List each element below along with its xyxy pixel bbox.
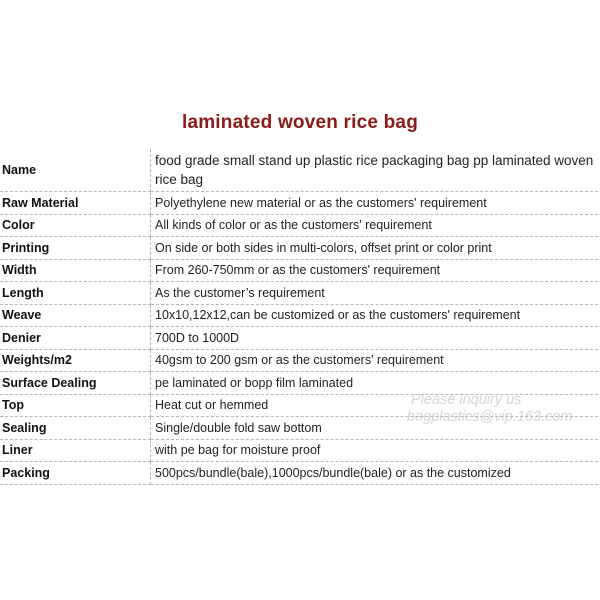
- row-label-top: Top: [0, 394, 151, 417]
- table-row: [0, 149, 598, 192]
- watermark-line-2: bagplastics@vip.163.com: [407, 409, 573, 425]
- row-value-width: From 260-750mm or as the customers' requirement: [151, 259, 599, 282]
- table-row: [0, 214, 598, 237]
- row-label-length: Length: [0, 282, 151, 305]
- table-row: [0, 372, 598, 395]
- table-row: [0, 259, 598, 282]
- row-label-printing: Printing: [0, 237, 151, 260]
- table-row: [0, 304, 598, 327]
- row-value-sealing: Single/double fold saw bottom: [151, 417, 599, 440]
- row-label-color: Color: [0, 214, 151, 237]
- row-value-printing: On side or both sides in multi-colors, offset print or color print: [151, 237, 599, 260]
- row-label-surface-dealing: Surface Dealing: [0, 372, 151, 395]
- row-label-weave: Weave: [0, 304, 151, 327]
- table-row: [0, 439, 598, 462]
- row-value-surface-dealing: pe laminated or bopp film laminated: [151, 372, 599, 395]
- table-row: [0, 192, 598, 215]
- table-row: [0, 282, 598, 305]
- row-value-liner: with pe bag for moisture proof: [151, 439, 599, 462]
- row-label-name: Name: [0, 149, 151, 192]
- row-label-liner: Liner: [0, 439, 151, 462]
- row-value-raw-material: Polyethylene new material or as the customers' requirement: [151, 192, 599, 215]
- row-label-weights: Weights/m2: [0, 349, 151, 372]
- row-value-length: As the customer’s requirement: [151, 282, 599, 305]
- row-label-raw-material: Raw Material: [0, 192, 151, 215]
- table-row: [0, 327, 598, 350]
- row-value-name: food grade small stand up plastic rice packaging bag pp laminated woven rice bag: [151, 149, 599, 192]
- row-value-packing: 500pcs/bundle(bale),1000pcs/bundle(bale) or as the customized: [151, 462, 599, 485]
- page-title: laminated woven rice bag: [181, 112, 419, 133]
- row-value-weave: 10x10,12x12,can be customized or as the customers' requirement: [151, 304, 599, 327]
- table-row: [0, 349, 598, 372]
- row-value-color: All kinds of color or as the customers' requirement: [151, 214, 599, 237]
- spec-table: [0, 149, 598, 485]
- table-row: [0, 237, 598, 260]
- table-row: [0, 394, 598, 417]
- watermark-line-1: Please inquiry us: [411, 392, 522, 408]
- table-row: [0, 417, 598, 440]
- row-label-denier: Denier: [0, 327, 151, 350]
- row-value-denier: 700D to 1000D: [151, 327, 599, 350]
- row-label-sealing: Sealing: [0, 417, 151, 440]
- table-row: [0, 462, 598, 485]
- row-value-top: Heat cut or hemmed: [151, 394, 599, 417]
- row-value-weights: 40gsm to 200 gsm or as the customers' requirement: [151, 349, 599, 372]
- row-label-packing: Packing: [0, 462, 151, 485]
- row-label-width: Width: [0, 259, 151, 282]
